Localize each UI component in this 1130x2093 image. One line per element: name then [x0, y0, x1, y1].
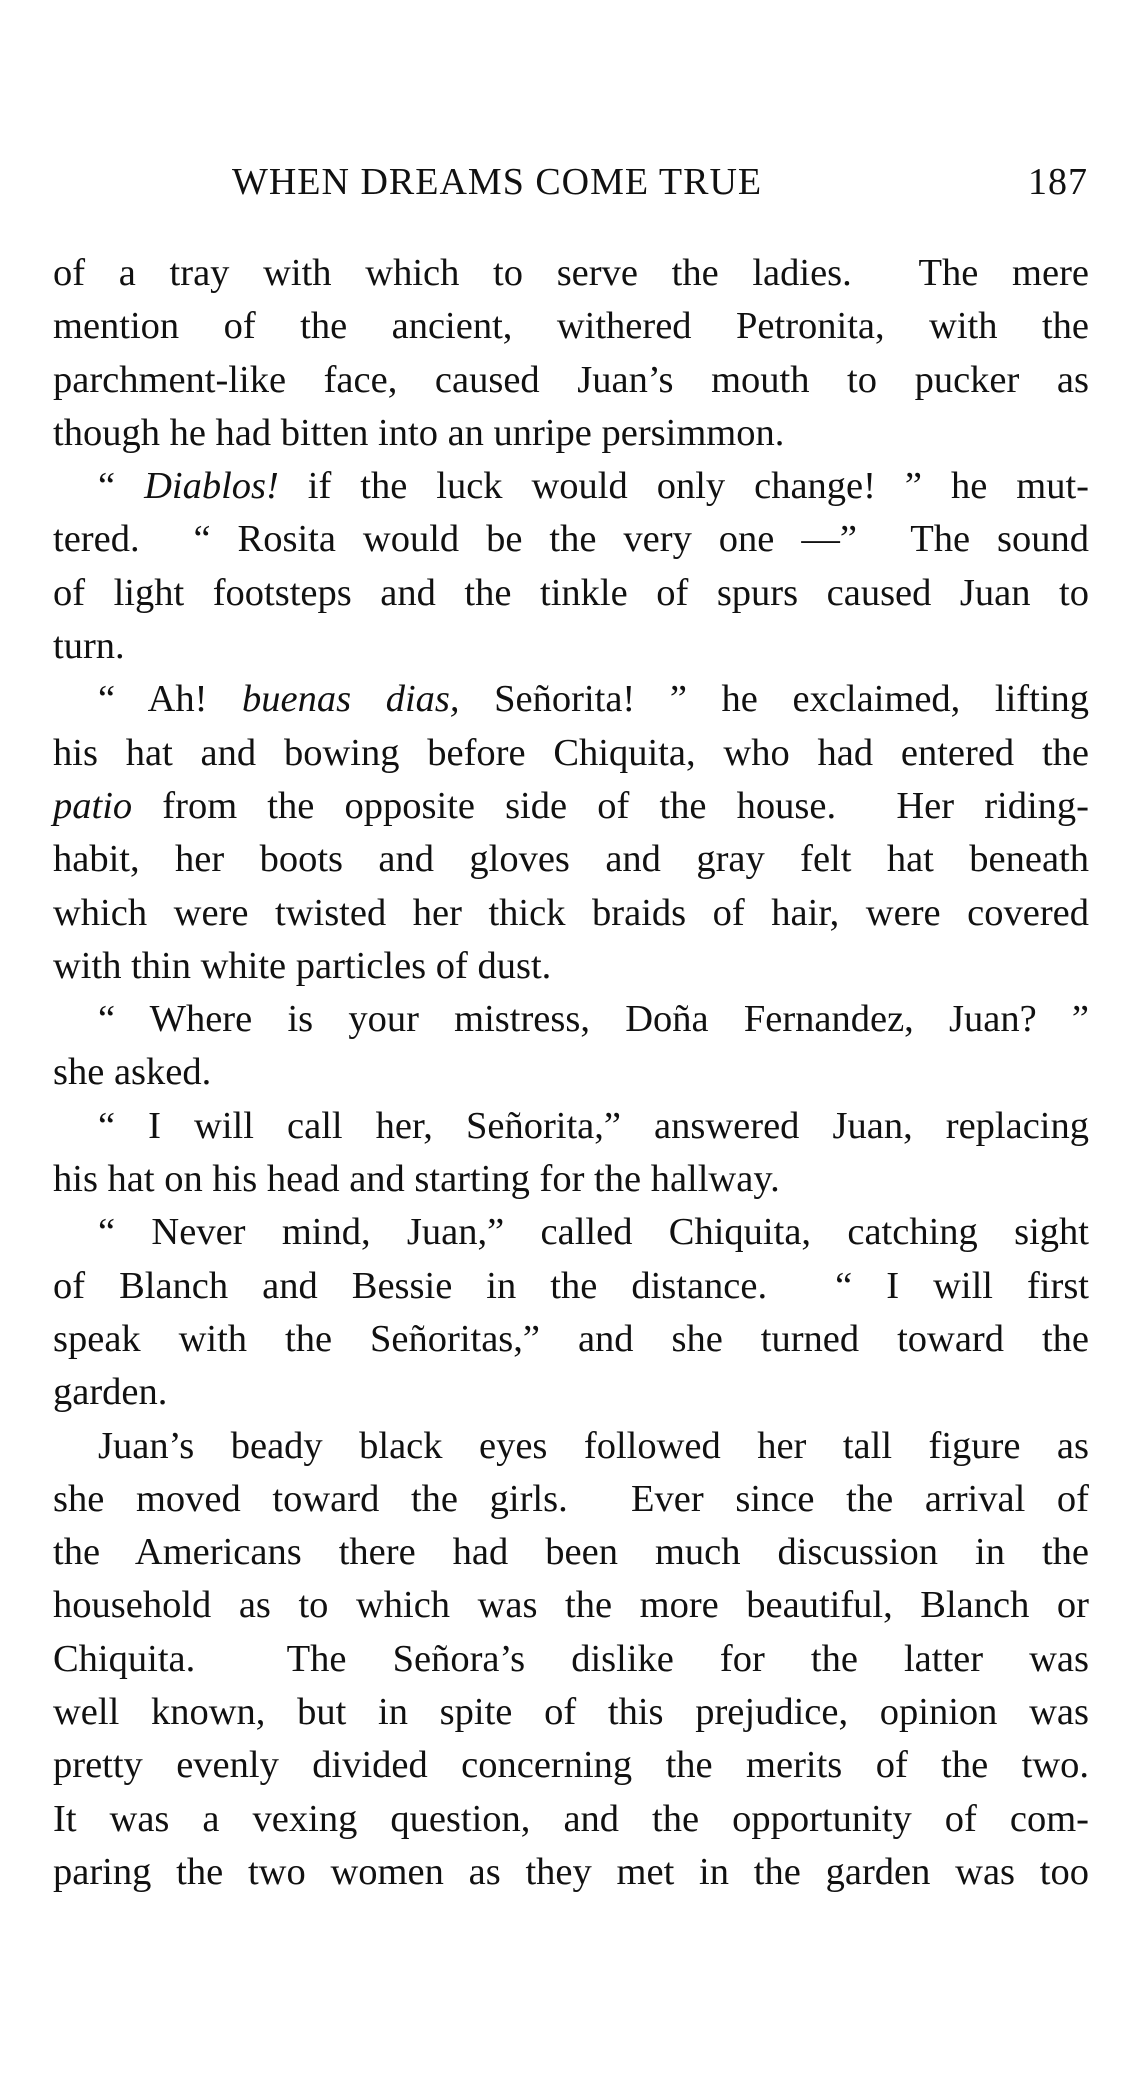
text-line: well known, but in spite of this prejudice, opinion was	[53, 1691, 1089, 1734]
text-line: turn.	[53, 625, 125, 668]
text-line: “ Never mind, Juan,” called Chiquita, catching sight	[98, 1211, 1089, 1254]
text-line: “ Where is your mistress, Doña Fernandez, Juan? ”	[98, 998, 1089, 1041]
text-line: parchment-like face, caused Juan’s mouth to pucker as	[53, 358, 1089, 401]
text-line: household as to which was the more beautiful, Blanch or	[53, 1584, 1089, 1627]
page-number: 187	[1028, 161, 1088, 203]
text-line: of light footsteps and the tinkle of spurs caused Juan to	[53, 571, 1089, 614]
text-line: paring the two women as they met in the garden was too	[53, 1850, 1089, 1893]
text-line: she moved toward the girls. Ever since the arrival of	[53, 1477, 1089, 1520]
text-line: the Americans there had been much discussion in the	[53, 1531, 1089, 1574]
text-line: of a tray with which to serve the ladies. The mere	[53, 252, 1089, 294]
text-line: Chiquita. The Señora’s dislike for the latter was	[53, 1637, 1089, 1680]
text-line: his hat on his head and starting for the hallway.	[53, 1158, 780, 1201]
text-line: patio from the opposite side of the house. Her riding-	[53, 784, 1089, 827]
text-line: “ I will call her, Señorita,” answered Juan, replacing	[98, 1104, 1089, 1147]
text-line: mention of the ancient, withered Petronita, with the	[53, 305, 1089, 348]
text-line: It was a vexing question, and the opportunity of com-	[53, 1797, 1089, 1840]
text-line: speak with the Señoritas,” and she turned toward the	[53, 1317, 1089, 1360]
text-line: of Blanch and Bessie in the distance. “ I will first	[53, 1264, 1089, 1307]
text-line: she asked.	[53, 1051, 212, 1094]
body-text	[53, 247, 1089, 1899]
text-line: his hat and bowing before Chiquita, who had entered the	[53, 731, 1089, 774]
running-title: WHEN DREAMS COME TRUE	[232, 161, 763, 203]
running-header	[232, 160, 1088, 210]
text-line: which were twisted her thick braids of hair, were covered	[53, 891, 1089, 934]
text-line: habit, her boots and gloves and gray felt hat beneath	[53, 838, 1089, 881]
text-line: pretty evenly divided concerning the merits of the two.	[53, 1744, 1089, 1787]
text-line: “ Diablos! if the luck would only change! ” he mut-	[98, 465, 1089, 508]
text-line: though he had bitten into an unripe persimmon.	[53, 411, 785, 454]
text-line: garden.	[53, 1371, 168, 1414]
text-line: with thin white particles of dust.	[53, 944, 552, 987]
text-line: Juan’s beady black eyes followed her tall figure as	[98, 1424, 1089, 1467]
text-line: tered. “ Rosita would be the very one —” The sound	[53, 518, 1089, 561]
text-line: “ Ah! buenas dias, Señorita! ” he exclaimed, lifting	[98, 678, 1090, 721]
